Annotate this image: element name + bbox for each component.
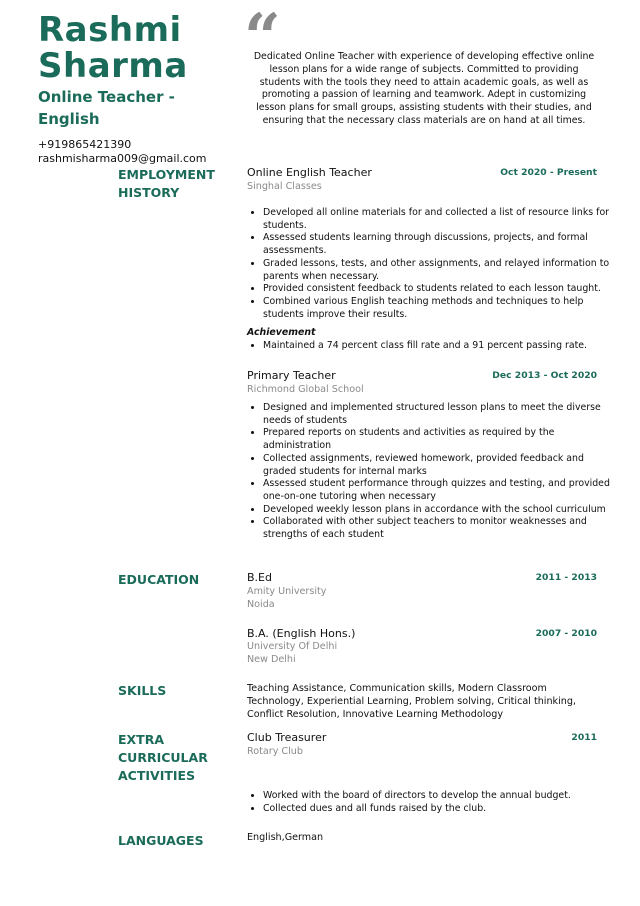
school-city: Noida bbox=[247, 599, 275, 610]
section-extra-curricular: EXTRA CURRICULAR ACTIVITIES bbox=[118, 732, 208, 783]
achievement-list bbox=[247, 340, 613, 353]
contact-block bbox=[38, 138, 207, 166]
job-date: Oct 2020 - Present bbox=[500, 167, 597, 178]
section-skills: SKILLS bbox=[118, 683, 167, 698]
candidate-name: Rashmi Sharma bbox=[38, 10, 188, 86]
activity-bullets bbox=[247, 790, 613, 815]
list-item: • Prepared reports on students and activities as required by the administration bbox=[263, 427, 613, 452]
job-title: Online English Teacher bbox=[247, 166, 372, 179]
list-item: • Developed weekly lesson plans in accordance with the school curriculum bbox=[263, 504, 613, 517]
job-org: Richmond Global School bbox=[247, 384, 364, 395]
profile-summary: Dedicated Online Teacher with experience of developing effective online lesson plans for a wide range of subjects. Committed to providing students with the tools they need to attain academic goals, as well as promoting a passion of learning and teamwork. Adept in customizing lesson plans for small groups, assisting students with their studies, and ensuring that the necessary class materials are on hand at all times. bbox=[253, 51, 595, 126]
list-item: • Provided consistent feedback to students related to each lesson taught. bbox=[263, 283, 613, 296]
list-item: • Combined various English teaching methods and techniques to help students improve their results. bbox=[263, 296, 613, 321]
education-date: 2007 - 2010 bbox=[535, 628, 597, 639]
list-item: • Developed all online materials for and collected a list of resource links for students. bbox=[263, 207, 613, 232]
list-item: • Assessed students learning through discussions, projects, and formal assessments. bbox=[263, 232, 613, 257]
list-item: • Collected assignments, reviewed homework, provided feedback and graded students for internal marks bbox=[263, 453, 613, 478]
education-date: 2011 - 2013 bbox=[535, 572, 597, 583]
school: Amity University bbox=[247, 586, 327, 597]
job-bullets bbox=[247, 207, 613, 321]
list-item: • Maintained a 74 percent class fill rate and a 91 percent passing rate. bbox=[263, 340, 613, 353]
activity-org: Rotary Club bbox=[247, 746, 303, 757]
activity-date: 2011 bbox=[571, 732, 597, 743]
degree: B.Ed bbox=[247, 571, 272, 584]
degree: B.A. (English Hons.) bbox=[247, 627, 356, 640]
job-date: Dec 2013 - Oct 2020 bbox=[492, 370, 597, 381]
job-org: Singhal Classes bbox=[247, 181, 322, 192]
activity-title: Club Treasurer bbox=[247, 731, 327, 744]
achievement-label: Achievement bbox=[247, 327, 316, 338]
list-item: • Graded lessons, tests, and other assignments, and relayed information to parents when necessary. bbox=[263, 258, 613, 283]
job-bullets bbox=[247, 402, 613, 542]
languages-list: English,German bbox=[247, 832, 324, 843]
skills-list: Teaching Assistance, Communication skills, Modern Classroom Technology, Experiential Learning, Problem solving, Critical thinking, Conflict Resolution, Innovative Learning Methodology bbox=[247, 683, 576, 720]
job-title-heading: Online Teacher - English bbox=[38, 88, 175, 128]
quote-icon: “ bbox=[244, 0, 281, 75]
school-city: New Delhi bbox=[247, 654, 296, 665]
list-item: • Collaborated with other subject teachers to monitor weaknesses and strengths of each student bbox=[263, 516, 613, 541]
email: rashmisharma009@gmail.com bbox=[38, 152, 207, 165]
section-languages: LANGUAGES bbox=[118, 833, 204, 848]
phone: +919865421390 bbox=[38, 138, 132, 151]
school: University Of Delhi bbox=[247, 641, 338, 652]
list-item: • Assessed student performance through quizzes and testing, and provided one-on-one tutoring when necessary bbox=[263, 478, 613, 503]
section-education: EDUCATION bbox=[118, 572, 200, 587]
list-item: • Designed and implemented structured lesson plans to meet the diverse needs of students bbox=[263, 402, 613, 427]
job-title: Primary Teacher bbox=[247, 369, 336, 382]
section-employment: EMPLOYMENT HISTORY bbox=[118, 167, 215, 200]
list-item: • Worked with the board of directors to develop the annual budget. bbox=[263, 790, 613, 803]
list-item: • Collected dues and all funds raised by the club. bbox=[263, 803, 613, 816]
